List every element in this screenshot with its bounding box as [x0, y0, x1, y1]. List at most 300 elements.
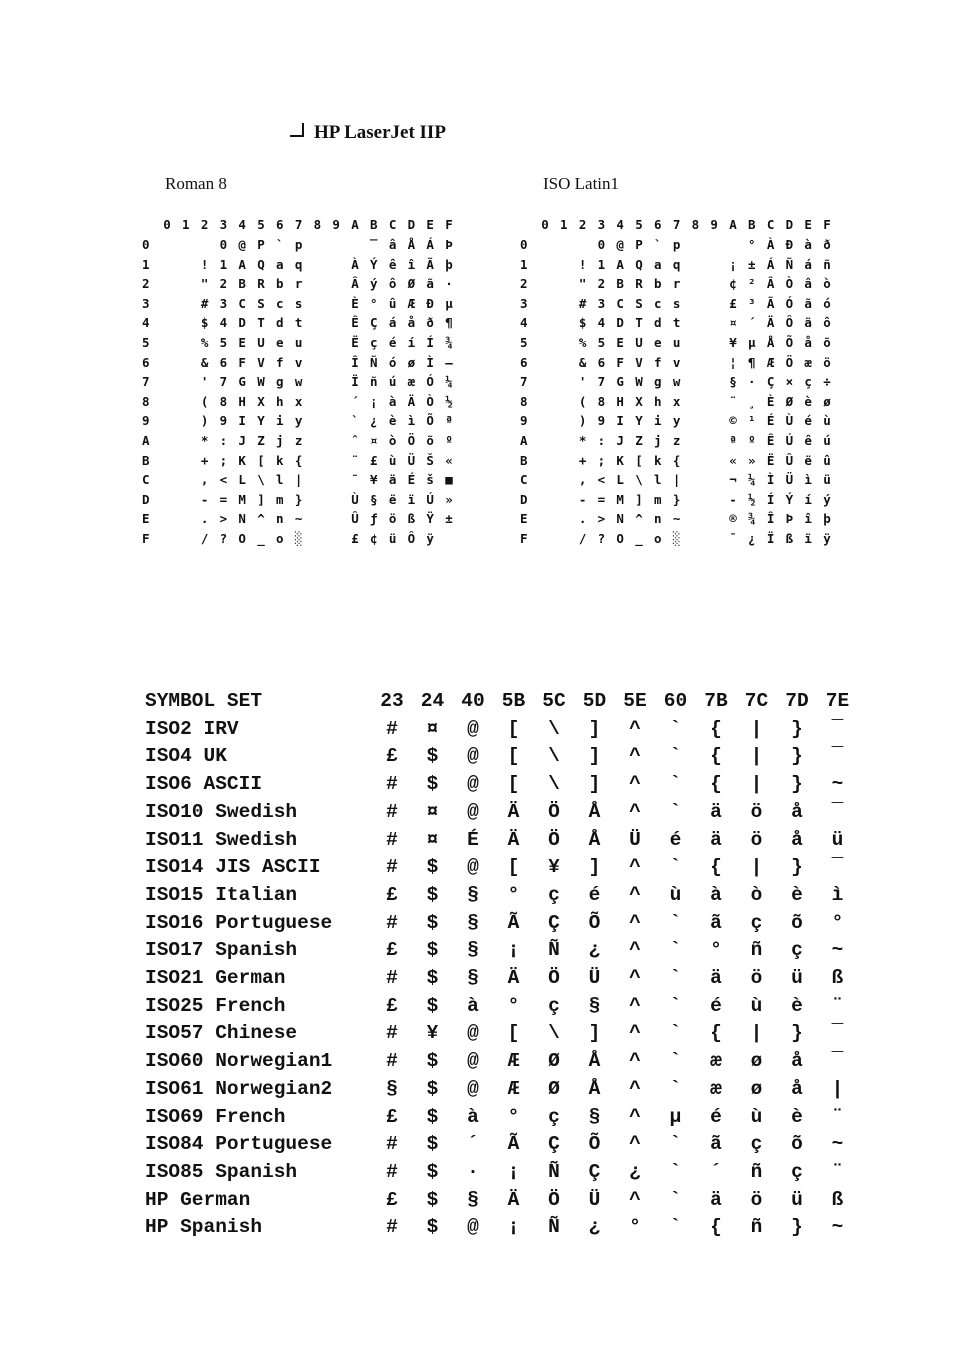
code-cell: ï	[804, 531, 812, 546]
symbol-set-row	[145, 718, 855, 745]
symbol-cell: ¥	[426, 1022, 439, 1045]
symbol-cell: ‾	[831, 717, 844, 740]
symbol-cell: Ø	[548, 1077, 560, 1100]
code-cell: v	[294, 354, 303, 370]
code-cell: µ	[445, 295, 453, 311]
code-cell: á	[804, 256, 812, 272]
symbol-cell: $	[426, 856, 439, 879]
symbol-set-name: ISO17 Spanish	[145, 939, 298, 962]
code-cell: ]	[257, 491, 265, 507]
symbol-cell: {	[710, 745, 722, 768]
code-cell: É	[766, 413, 775, 429]
row-label: 5	[520, 335, 528, 350]
code-column-header: 7B	[704, 690, 728, 712]
code-cell: X	[635, 393, 643, 409]
code-cell: 1	[219, 256, 228, 272]
symbol-set-name: ISO69 French	[145, 1105, 286, 1128]
code-cell: Æ	[766, 354, 775, 370]
symbol-cell: ç	[791, 939, 803, 962]
code-cell: P	[257, 237, 265, 252]
code-cell: m	[276, 491, 284, 507]
code-cell: Â	[351, 276, 359, 292]
code-cell: ì	[407, 413, 416, 429]
symbol-cell: §	[467, 967, 479, 989]
code-cell: D	[238, 315, 246, 331]
symbol-cell: {	[710, 717, 722, 740]
symbol-cell: @	[467, 717, 479, 740]
symbol-cell: à	[467, 994, 479, 1017]
symbol-cell: ^	[629, 911, 641, 934]
row-label: 8	[520, 393, 528, 409]
column-header: A	[351, 217, 359, 232]
code-cell: ¤	[370, 433, 378, 448]
code-cell: Ì	[426, 354, 434, 370]
symbol-cell: ¿	[629, 1160, 641, 1183]
code-cell: Z	[257, 433, 265, 448]
symbol-cell: ò	[750, 883, 763, 906]
code-cell: '	[578, 374, 587, 390]
row-label: 6	[142, 354, 150, 370]
code-cell: A	[616, 256, 624, 272]
symbol-cell: Ö	[548, 800, 560, 823]
code-cell: à	[804, 237, 812, 252]
code-cell: ð	[426, 315, 434, 331]
code-cell: g	[654, 374, 662, 390]
symbol-cell: @	[467, 1077, 479, 1100]
symbol-cell: ^	[629, 773, 641, 796]
symbol-cell: @	[467, 773, 479, 796]
symbol-cell: ç	[750, 1133, 763, 1156]
symbol-cell: µ	[669, 1105, 682, 1128]
code-cell: j	[276, 433, 284, 448]
code-cell: ä	[804, 315, 812, 331]
row-label: E	[142, 511, 150, 527]
symbol-cell: #	[386, 1216, 398, 1239]
code-cell: h	[276, 393, 284, 409]
code-column-header: 5D	[582, 690, 607, 712]
symbol-cell: }	[791, 856, 803, 879]
column-header: 4	[616, 217, 624, 232]
symbol-cell: §	[467, 1188, 479, 1211]
code-cell: ;	[219, 452, 228, 468]
code-cell: ¯	[729, 531, 737, 546]
symbol-cell: ‾	[831, 856, 844, 879]
code-cell: T	[635, 315, 643, 331]
code-column-header: 7C	[744, 690, 769, 712]
code-cell: #	[200, 295, 209, 311]
code-cell: Ã	[426, 256, 434, 272]
symbol-cell: ^	[629, 994, 641, 1017]
code-cell: ·	[445, 276, 453, 292]
symbol-cell: \	[548, 745, 560, 768]
row-label: B	[520, 452, 528, 468]
code-cell: Ö	[785, 354, 794, 370]
symbol-cell: @	[467, 1022, 479, 1045]
code-cell: Q	[635, 256, 643, 272]
symbol-cell: |	[750, 856, 763, 879]
symbol-cell: ¡	[507, 1160, 520, 1183]
symbol-cell: ^	[629, 800, 641, 823]
symbol-cell: ä	[710, 1188, 722, 1211]
symbol-cell: `	[669, 994, 682, 1017]
symbol-set-name: ISO10 Swedish	[145, 800, 298, 823]
code-cell: »	[748, 452, 756, 468]
code-cell: â	[388, 237, 397, 252]
symbol-cell: £	[386, 1188, 398, 1211]
code-cell: i	[654, 413, 662, 429]
symbol-cell: `	[669, 800, 682, 823]
code-cell: 2	[219, 276, 228, 292]
code-cell: ç	[370, 335, 378, 350]
code-cell: ½	[748, 491, 756, 507]
symbol-cell: `	[669, 1050, 682, 1073]
symbol-cell: #	[386, 967, 398, 989]
symbol-cell: ´	[467, 1133, 479, 1156]
code-cell: s	[672, 295, 681, 311]
code-cell: E	[238, 335, 246, 350]
code-cell: é	[804, 413, 812, 429]
code-cell: :	[597, 433, 606, 448]
symbol-cell: ^	[629, 1133, 641, 1156]
symbol-cell: °	[629, 1216, 641, 1239]
code-cell: -	[578, 491, 587, 507]
code-cell: c	[654, 295, 662, 311]
column-header: B	[748, 217, 756, 232]
symbol-cell: ^	[629, 1050, 641, 1073]
symbol-cell: ^	[629, 717, 641, 740]
symbol-cell: $	[426, 883, 439, 906]
code-cell: n	[276, 511, 284, 527]
symbol-set-name: HP Spanish	[145, 1216, 263, 1239]
code-cell: x	[294, 393, 303, 409]
symbol-cell: ]	[588, 717, 601, 740]
symbol-set-header-row	[145, 690, 855, 717]
code-cell: :	[219, 433, 228, 448]
code-cell: r	[294, 276, 303, 292]
code-cell: W	[635, 374, 643, 390]
symbol-cell: ç	[791, 1160, 803, 1183]
row-label: B	[142, 452, 150, 468]
symbol-cell: ß	[831, 967, 844, 989]
code-cell: î	[804, 511, 812, 527]
code-cell: V	[257, 354, 265, 370]
code-column-header: 5B	[501, 690, 526, 712]
code-cell: e	[276, 335, 284, 350]
symbol-cell: #	[386, 717, 398, 740]
code-cell: Î	[766, 511, 775, 527]
symbol-cell: ~	[831, 939, 844, 962]
code-cell: +	[578, 452, 587, 468]
symbol-cell: è	[791, 1105, 803, 1128]
symbol-cell: #	[386, 828, 398, 851]
symbol-cell: \	[548, 717, 560, 740]
code-cell: k	[654, 452, 662, 468]
code-cell: ‾	[370, 237, 378, 252]
code-cell: ø	[823, 393, 831, 409]
code-cell: ƒ	[370, 511, 378, 527]
code-cell: Š	[426, 452, 434, 468]
code-cell: Ó	[426, 374, 434, 390]
code-cell: Ü	[785, 472, 794, 488]
code-cell: Þ	[785, 511, 794, 527]
symbol-cell: #	[386, 1160, 398, 1183]
code-cell: 7	[219, 374, 228, 390]
code-cell: d	[276, 315, 284, 331]
symbol-cell: æ	[710, 1050, 722, 1073]
code-cell: è	[388, 413, 397, 429]
code-cell: Ÿ	[426, 511, 434, 527]
code-cell: g	[276, 374, 284, 390]
symbol-cell: @	[467, 745, 479, 768]
code-cell: =	[597, 491, 606, 507]
code-cell: Æ	[407, 295, 416, 311]
symbol-cell: ù	[750, 1105, 763, 1128]
symbol-cell: ~	[831, 773, 844, 796]
code-cell: h	[654, 393, 662, 409]
symbol-set-row	[145, 1133, 855, 1160]
symbol-cell: `	[669, 856, 682, 879]
code-cell: þ	[445, 256, 453, 272]
row-label: 7	[142, 374, 150, 390]
code-cell: ?	[597, 531, 606, 546]
code-cell: ¢	[370, 531, 378, 546]
column-header: 7	[672, 217, 681, 232]
row-label: 1	[142, 256, 150, 272]
symbol-cell: Ü	[588, 1188, 601, 1211]
code-cell: *	[578, 433, 587, 448]
symbol-cell: ç	[750, 911, 763, 934]
symbol-cell: \	[548, 773, 560, 796]
code-cell: `	[276, 237, 284, 252]
code-cell: Ç	[766, 374, 775, 390]
symbol-cell: ù	[750, 994, 763, 1017]
printer-heading	[290, 122, 446, 144]
code-cell: 3	[597, 295, 606, 311]
code-cell: 3	[219, 295, 228, 311]
code-cell: a	[654, 256, 662, 272]
symbol-set-name: ISO84 Portuguese	[145, 1133, 333, 1156]
column-header: B	[370, 217, 378, 232]
symbol-cell: §	[386, 1077, 398, 1100]
code-cell: w	[294, 374, 303, 390]
symbol-cell: $	[426, 911, 439, 934]
symbol-cell: |	[750, 1022, 763, 1045]
code-cell: ,	[200, 472, 209, 488]
symbol-cell: é	[588, 883, 601, 906]
code-cell: æ	[407, 374, 416, 390]
code-cell: f	[654, 354, 662, 370]
code-cell: S	[257, 295, 265, 311]
code-cell: ó	[823, 295, 831, 311]
code-cell: ô	[388, 276, 397, 292]
code-cell: Y	[257, 413, 265, 429]
code-cell: å	[804, 335, 812, 350]
symbol-cell: å	[791, 800, 803, 823]
symbol-cell: #	[386, 800, 398, 823]
symbol-cell: ‾	[831, 745, 844, 768]
code-cell: ÿ	[823, 531, 831, 546]
symbol-cell: @	[467, 1050, 479, 1073]
code-column-header: 5E	[623, 690, 647, 712]
symbol-cell: ‾	[831, 1050, 844, 1073]
symbol-cell: å	[791, 1050, 803, 1073]
code-cell: ã	[804, 295, 812, 311]
symbol-cell: °	[507, 994, 520, 1017]
symbol-set-row	[145, 1106, 855, 1133]
code-cell: Ý	[370, 256, 378, 272]
symbol-cell: °	[507, 1105, 520, 1128]
code-column-header: 24	[420, 690, 445, 712]
symbol-cell: |	[750, 717, 763, 740]
symbol-cell: |	[831, 1077, 844, 1100]
code-cell: ú	[823, 433, 831, 448]
code-cell: $	[200, 315, 209, 331]
code-cell: 4	[597, 315, 606, 331]
code-cell: ¥	[729, 335, 737, 350]
code-cell: ░	[672, 531, 681, 546]
symbol-set-header-label: SYMBOL SET	[145, 690, 263, 712]
code-cell: Û	[351, 511, 359, 527]
symbol-cell: @	[467, 1216, 479, 1239]
code-cell: l	[276, 472, 284, 488]
symbol-cell: Ü	[629, 828, 641, 851]
symbol-cell: Å	[588, 1077, 601, 1100]
symbol-cell: $	[426, 1188, 439, 1211]
code-cell: £	[370, 452, 378, 468]
code-cell: B	[238, 276, 246, 292]
symbol-cell: ã	[710, 911, 722, 934]
symbol-cell: ñ	[750, 1216, 763, 1239]
code-cell: /	[578, 531, 587, 546]
code-cell: ^	[635, 511, 643, 527]
row-label: 0	[142, 237, 150, 252]
code-cell: {	[672, 452, 681, 468]
symbol-cell: é	[710, 1105, 722, 1128]
symbol-cell: ü	[831, 828, 844, 851]
code-cell: Ä	[407, 393, 416, 409]
code-cell: [	[635, 452, 643, 468]
code-cell: (	[200, 393, 209, 409]
code-column-header: 5C	[542, 690, 566, 712]
symbol-cell: #	[386, 1133, 398, 1156]
code-cell: ¼	[445, 374, 453, 390]
symbol-cell: $	[426, 745, 439, 768]
symbol-cell: ç	[548, 883, 560, 906]
code-cell: Þ	[445, 237, 453, 252]
symbol-cell: `	[669, 1160, 682, 1183]
column-header: D	[407, 217, 416, 232]
code-cell: £	[351, 531, 359, 546]
code-cell: ~	[294, 511, 303, 527]
code-cell: ¨	[351, 452, 359, 468]
symbol-cell: $	[426, 1105, 439, 1128]
code-cell: `	[654, 237, 662, 252]
code-cell: }	[294, 491, 303, 507]
code-cell: ý	[823, 491, 831, 507]
code-cell: š	[426, 472, 434, 488]
code-cell: 0	[597, 237, 606, 252]
row-label: 4	[520, 315, 528, 331]
code-cell: !	[200, 256, 209, 272]
row-label: 2	[520, 276, 528, 292]
symbol-cell: `	[669, 1133, 682, 1156]
code-cell: ¦	[729, 354, 737, 370]
symbol-cell: {	[710, 1216, 722, 1239]
symbol-cell: #	[386, 773, 398, 796]
code-cell: º	[748, 433, 756, 448]
symbol-cell: ä	[710, 800, 722, 823]
symbol-cell: ñ	[750, 939, 763, 962]
code-cell: G	[238, 374, 246, 390]
symbol-cell: à	[467, 1105, 479, 1128]
symbol-cell: {	[710, 1022, 722, 1045]
symbol-cell: ~	[831, 1216, 844, 1239]
symbol-set-name: ISO2 IRV	[145, 717, 239, 740]
symbol-cell: Ä	[507, 800, 520, 823]
symbol-cell: Ã	[507, 911, 520, 934]
code-cell: ø	[407, 354, 416, 370]
code-cell: U	[257, 335, 265, 350]
symbol-cell: ^	[629, 883, 641, 906]
code-column-header: 60	[663, 690, 688, 712]
code-cell: l	[654, 472, 662, 488]
code-cell: G	[616, 374, 624, 390]
code-cell: S	[635, 295, 643, 311]
code-cell: F	[238, 354, 246, 370]
row-label: 9	[142, 413, 150, 429]
code-cell: u	[294, 335, 303, 350]
row-label: 0	[520, 237, 528, 252]
row-label: 3	[520, 295, 528, 311]
code-cell: µ	[748, 335, 756, 350]
code-cell: x	[672, 393, 681, 409]
code-cell: b	[654, 276, 662, 292]
symbol-cell: |	[750, 745, 763, 768]
symbol-cell: ¿	[588, 1216, 601, 1239]
symbol-cell: °	[710, 939, 722, 962]
code-cell: 6	[219, 354, 228, 370]
symbol-cell: §	[467, 911, 479, 934]
symbol-cell: °	[831, 911, 844, 934]
code-cell: 1	[597, 256, 606, 272]
code-cell: ²	[748, 276, 756, 292]
symbol-cell: Æ	[507, 1050, 520, 1073]
code-cell: ¬	[729, 472, 737, 488]
symbol-set-name: ISO16 Portuguese	[145, 911, 333, 934]
code-cell: è	[804, 393, 812, 409]
code-column-header: 23	[380, 690, 404, 712]
symbol-cell: ¿	[588, 939, 601, 962]
code-cell: ¥	[370, 472, 378, 488]
code-cell: ¡	[370, 393, 378, 409]
code-cell: W	[257, 374, 265, 390]
symbol-cell: ^	[629, 745, 641, 768]
code-cell: §	[370, 491, 378, 507]
code-cell: Ô	[407, 531, 416, 546]
code-cell: Z	[635, 433, 643, 448]
roman8-label: Roman 8	[165, 174, 227, 193]
symbol-cell: ^	[629, 1077, 641, 1100]
code-cell: K	[616, 452, 624, 468]
code-cell: N	[616, 511, 624, 527]
row-label: 5	[142, 335, 150, 350]
column-header: C	[766, 217, 775, 232]
symbol-cell: ‾	[831, 1022, 844, 1045]
code-cell: %	[200, 335, 209, 350]
code-cell: ±	[445, 511, 453, 527]
column-header: 3	[597, 217, 606, 232]
code-cell: ë	[804, 452, 812, 468]
